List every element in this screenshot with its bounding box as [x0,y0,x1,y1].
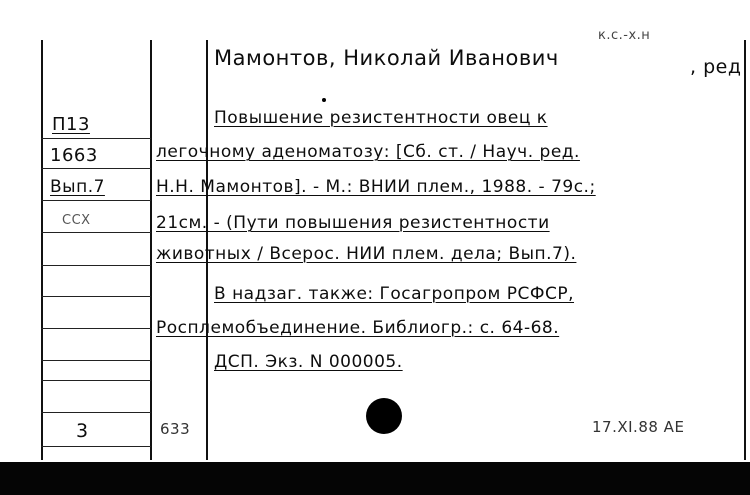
rule-line [41,232,151,233]
body-line-8: ДСП. Экз. N 000005. [214,352,403,372]
editor-abbrev: , ред [690,56,742,78]
rule-line [41,265,151,266]
bottom-left-mark: 3 [76,420,89,442]
code-mark: ССХ [62,213,91,228]
rule-line [41,168,151,169]
left-margin-line [41,40,43,460]
rule-line [41,296,151,297]
body-line-5: животных / Всерос. НИИ плем. дела; Вып.7). [156,244,577,264]
date-stamp: 17.XI.88 АЕ [592,418,685,436]
punch-hole [366,398,402,434]
body-line-4: 21см. - (Пути повышения резистентности [156,213,550,233]
body-line-3: Н.Н. Мамонтов]. - М.: ВНИИ плем., 1988. - 79с.; [156,177,596,197]
bottom-code: 633 [160,420,191,438]
rule-line [41,446,151,447]
rule-line [41,380,151,381]
scan-border [0,462,750,495]
ink-dot [322,98,326,102]
body-line-6: В надзаг. также: Госагропром РСФСР, [214,284,575,304]
rule-line [41,328,151,329]
body-line-2: легочному аденоматозу: [Сб. ст. / Науч. ред. [156,142,580,162]
author-heading: Мамонтов, Николай Иванович [214,46,559,70]
rule-line [41,412,151,413]
right-edge-line [744,40,746,460]
rule-line [41,200,151,201]
left-column-divider [150,40,152,460]
shelf-mark-2: 1663 [50,145,98,166]
issue-mark: Вып.7 [50,177,105,197]
shelf-mark-1: П13 [52,114,90,135]
body-line-1: Повышение резистентности овец к [214,108,548,128]
rule-line [41,138,151,139]
top-corner-mark: к.с.-х.н [598,28,651,43]
rule-line [41,360,151,361]
body-line-7: Росплемобъединение. Библиогр.: с. 64-68. [156,318,560,338]
